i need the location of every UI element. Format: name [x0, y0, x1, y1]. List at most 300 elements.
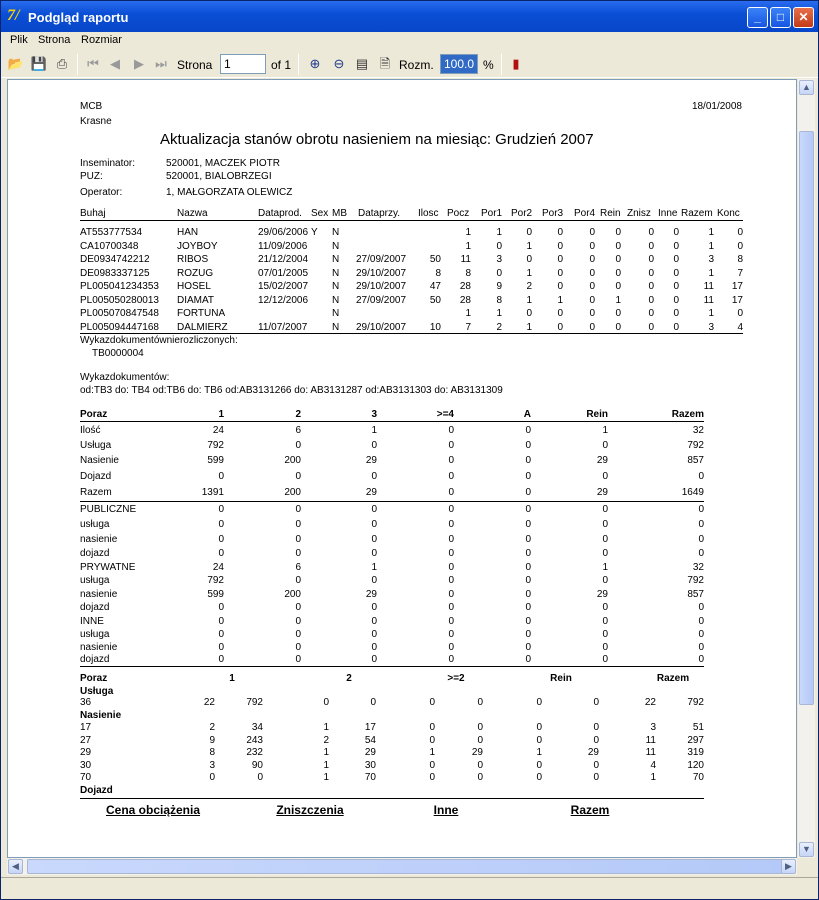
s1-col-header: 3	[371, 409, 377, 420]
s1-col-header: Poraz	[80, 409, 108, 420]
s2-cell: 17	[364, 722, 376, 733]
s2-cell: 0	[429, 722, 435, 733]
bull-cell: 0	[557, 321, 563, 333]
s2-cell: 1	[429, 747, 435, 758]
minimize-button[interactable]: _	[747, 7, 768, 28]
s2-cell: 319	[687, 747, 704, 758]
app-icon: 7/	[7, 7, 20, 24]
footer-heading: Cena obciążenia	[105, 803, 201, 817]
status-bar	[1, 877, 818, 899]
info-label: Operator:	[80, 187, 123, 198]
bull-cell: PL005094447168	[80, 321, 159, 333]
bull-col-header: Por2	[511, 208, 533, 219]
bull-cell: 0	[648, 267, 654, 279]
footer-heading: Zniszczenia	[276, 803, 344, 817]
s1-cell: 0	[371, 616, 377, 627]
bull-cell: 0	[496, 240, 502, 252]
s1-cell: 32	[692, 425, 704, 436]
s1-cell: 0	[295, 602, 301, 613]
s1-cell: 0	[448, 519, 454, 530]
s1-cell: 0	[525, 534, 531, 545]
s1-cell: 0	[218, 504, 224, 515]
unsettled-docs-label: Wykazdokumentównierozliczonych:	[80, 335, 238, 346]
zoom-input[interactable]	[440, 54, 478, 74]
s1-cell: 0	[448, 471, 454, 482]
s1-cell: 0	[371, 534, 377, 545]
s1-cell: 6	[295, 562, 301, 573]
s2-cell: 792	[687, 697, 704, 708]
bull-col-header: Pocz	[447, 208, 470, 219]
toolbar	[1, 51, 818, 78]
s1-cell: 0	[525, 487, 531, 498]
s1-cell: 0	[448, 487, 454, 498]
s2-cell: 0	[477, 772, 483, 783]
s1-cell: 200	[284, 589, 301, 600]
bull-cell: 0	[557, 254, 563, 265]
bull-cell: 0	[589, 227, 595, 238]
s2-row-label: 70	[80, 772, 92, 783]
s2-cell: 4	[650, 759, 656, 771]
s1-cell: 1	[371, 562, 377, 573]
s1-cell: 0	[371, 519, 377, 530]
menu-bar	[1, 32, 818, 51]
s1-cell: 0	[448, 589, 454, 600]
s1-cell: 29	[596, 487, 608, 498]
info-value: 520001, MACZEK PIOTR	[166, 158, 280, 169]
horizontal-scrollbar[interactable]	[7, 858, 797, 875]
bull-cell: 0	[648, 308, 654, 319]
s1-cell: 0	[448, 504, 454, 515]
s2-cell: 11	[645, 734, 656, 746]
bull-cell: 0	[673, 240, 679, 252]
s2-cell: 0	[429, 697, 435, 708]
zoom-out-icon[interactable]: ⊖	[333, 56, 345, 71]
bull-cell: 21/12/2004	[258, 254, 309, 265]
bull-cell: 0	[615, 254, 621, 265]
bull-cell: 9	[496, 281, 502, 292]
bull-cell: 0	[526, 254, 532, 265]
s1-cell: 0	[218, 642, 224, 653]
bull-cell: DE0983337125	[80, 267, 150, 279]
bull-cell: 17	[731, 281, 743, 292]
page-count-label: of 1	[271, 58, 292, 72]
bull-cell: 0	[589, 281, 595, 292]
bull-cell: 0	[615, 240, 621, 252]
bull-col-header: Rein	[600, 208, 621, 219]
s1-cell: 0	[602, 440, 608, 451]
s2-row-label: 36	[80, 697, 92, 708]
bull-cell: N	[332, 321, 340, 333]
s2-col-header: Poraz	[80, 673, 108, 684]
bull-cell: 8	[465, 267, 471, 279]
s2-cell: 0	[323, 697, 329, 708]
bull-cell: 0	[589, 267, 595, 279]
s1-col-header: A	[523, 409, 531, 420]
bull-cell: 3	[708, 254, 714, 265]
toolbar-separator	[501, 54, 502, 75]
s2-group-nasienie: Nasienie	[80, 710, 122, 721]
s1-cell: 29	[596, 589, 608, 600]
s1-cell: 0	[525, 471, 531, 482]
s1-row-label: usługa	[80, 629, 110, 640]
bull-cell: 29/06/2006	[258, 227, 309, 238]
bull-cell: 10	[429, 321, 441, 333]
footer-heading: Razem	[570, 803, 610, 817]
s1-cell: 0	[525, 575, 531, 586]
menu-plik[interactable]: Plik	[10, 34, 28, 46]
s1-cell: 0	[698, 602, 704, 613]
scroll-right-icon[interactable]: ▶	[781, 859, 796, 874]
s1-cell: 0	[448, 548, 454, 559]
s2-cell: 70	[364, 772, 376, 783]
s2-cell: 120	[687, 759, 704, 771]
s1-row-label: dojazd	[80, 602, 110, 613]
s1-cell: 0	[371, 642, 377, 653]
menu-rozmiar[interactable]: Rozmiar	[81, 34, 122, 46]
info-value: 520001, BIALOBRZEGI	[166, 171, 272, 182]
s1-cell: 0	[525, 616, 531, 627]
s2-cell: 0	[429, 772, 435, 783]
s2-cell: 54	[364, 734, 376, 746]
bull-cell: N	[332, 227, 340, 238]
bull-cell: 0	[673, 308, 679, 319]
s1-cell: 0	[295, 616, 301, 627]
s2-cell: 70	[692, 772, 704, 783]
s2-cell: 0	[429, 734, 435, 746]
s1-cell: 0	[525, 642, 531, 653]
s1-cell: 0	[295, 519, 301, 530]
s2-cell: 0	[536, 697, 542, 708]
s1-cell: 0	[295, 504, 301, 515]
s1-cell: 0	[448, 616, 454, 627]
bull-cell: Y	[311, 227, 318, 238]
s2-cell: 243	[246, 734, 263, 746]
bull-cell: 0	[589, 240, 595, 252]
s1-cell: 0	[448, 629, 454, 640]
scroll-up-icon[interactable]: ▲	[799, 80, 814, 95]
save-icon[interactable]: 💾	[30, 56, 48, 71]
s1-cell: 0	[698, 629, 704, 640]
bull-cell: 1	[526, 321, 532, 333]
s1-cell: 0	[602, 629, 608, 640]
bull-cell: 0	[589, 321, 595, 333]
maximize-button[interactable]: □	[770, 7, 791, 28]
bull-cell: 1	[465, 240, 471, 252]
s1-cell: 0	[698, 616, 704, 627]
print-icon[interactable]: ⎙	[56, 56, 68, 71]
bull-cell: 0	[648, 240, 654, 252]
bull-cell: 0	[673, 281, 679, 292]
s1-cell: 0	[525, 589, 531, 600]
s2-group-dojazd: Dojazd	[80, 785, 113, 796]
s2-group-usluga: Usługa	[80, 686, 114, 697]
s2-row-label: 29	[80, 747, 92, 758]
s2-cell: 0	[536, 722, 542, 733]
s1-row-label: Usługa	[80, 440, 112, 451]
s1-cell: 0	[218, 602, 224, 613]
toolbar-separator	[298, 54, 299, 75]
open-folder-icon[interactable]: 📂	[7, 56, 25, 71]
s1-row-label: Nasienie	[80, 455, 119, 466]
bull-col-header: Dataprod.	[258, 208, 302, 219]
bull-cell: 8	[496, 294, 502, 306]
s1-cell: 1	[602, 425, 608, 436]
bull-cell: N	[332, 294, 340, 306]
bull-cell: N	[332, 240, 340, 252]
s1-cell: 6	[295, 425, 301, 436]
exit-door-icon[interactable]: ▮	[512, 56, 520, 71]
bull-cell: 0	[496, 267, 502, 279]
s1-row-label: nasienie	[80, 642, 118, 653]
docs-label: Wykazdokumentów:	[80, 372, 170, 383]
bull-cell: 11	[703, 294, 714, 306]
bull-cell: ROZUG	[177, 267, 214, 279]
s2-row-label: 30	[80, 759, 92, 771]
s2-cell: 90	[251, 759, 263, 771]
s2-col-header: Razem	[656, 673, 690, 684]
s1-cell: 0	[525, 654, 531, 665]
s1-cell: 0	[371, 440, 377, 451]
s1-cell: 0	[602, 642, 608, 653]
bull-cell: 07/01/2005	[258, 267, 309, 279]
s1-cell: 200	[284, 455, 301, 466]
scroll-left-icon[interactable]: ◀	[8, 859, 23, 874]
bull-table-bottom-rule	[80, 333, 743, 334]
bull-cell: 27/09/2007	[356, 254, 407, 265]
bull-cell: DIAMAT	[177, 294, 215, 306]
bull-cell: 7	[737, 267, 743, 279]
s1-cell: 0	[602, 575, 608, 586]
bull-cell: 11/07/2007	[258, 321, 308, 333]
bull-cell: 0	[526, 227, 532, 238]
bull-cell: 1	[526, 294, 532, 306]
bull-cell: 0	[615, 321, 621, 333]
s1-cell: 0	[218, 654, 224, 665]
bull-cell: 3	[708, 321, 714, 333]
bull-cell: 1	[615, 294, 621, 306]
s1-cell: 0	[602, 534, 608, 545]
unsettled-docs-value: TB0000004	[92, 348, 144, 359]
s1-cell: 0	[448, 440, 454, 451]
bull-cell: PL005050280013	[80, 294, 159, 306]
s1-cell: 0	[448, 425, 454, 436]
s1-row-label: INNE	[80, 616, 104, 627]
bull-cell: 7	[465, 321, 471, 333]
bull-cell: HAN	[177, 227, 199, 238]
bull-cell: 0	[648, 321, 654, 333]
bull-cell: 0	[648, 254, 654, 265]
prev-page-icon[interactable]: ◀	[110, 56, 120, 71]
bull-cell: 0	[673, 294, 679, 306]
scroll-down-icon[interactable]: ▼	[799, 842, 814, 857]
page-number-input[interactable]	[220, 54, 266, 74]
s2-cell: 0	[257, 772, 263, 783]
bull-cell: 0	[526, 308, 532, 319]
bull-cell: HOSEL	[177, 281, 211, 292]
s1-cell: 0	[448, 455, 454, 466]
bull-col-header: Ilosc	[418, 208, 439, 219]
s2-cell: 1	[323, 759, 329, 771]
s2-bottom-rule	[80, 798, 704, 799]
bull-cell: 1	[526, 267, 532, 279]
s2-cell: 2	[323, 734, 329, 746]
bull-cell: 50	[429, 294, 441, 306]
bull-cell: N	[332, 308, 340, 319]
s2-cell: 8	[209, 747, 215, 758]
bull-cell: 4	[737, 321, 743, 333]
bull-cell: 0	[557, 267, 563, 279]
report-date: 18/01/2008	[691, 101, 742, 112]
s1-cell: 29	[596, 455, 608, 466]
bull-cell: PL005070847548	[80, 308, 159, 319]
window-title: Podgląd raportu	[28, 10, 129, 25]
s2-cell: 0	[593, 734, 599, 746]
s1-cell: 0	[698, 534, 704, 545]
s1-bottom-rule	[80, 666, 704, 667]
s1-cell: 0	[371, 548, 377, 559]
s1-cell: 0	[448, 562, 454, 573]
bull-cell: 17	[731, 294, 743, 306]
s2-col-header: >=2	[447, 673, 465, 684]
s2-cell: 792	[246, 697, 263, 708]
bull-cell: 11/09/2006	[258, 240, 308, 252]
vertical-scrollbar[interactable]	[798, 79, 815, 858]
vertical-scroll-thumb[interactable]	[799, 131, 814, 705]
bull-cell: N	[332, 281, 340, 292]
close-button[interactable]: ✕	[793, 7, 814, 28]
s1-cell: 0	[698, 519, 704, 530]
s2-cell: 0	[593, 722, 599, 733]
s1-col-header: 1	[218, 409, 224, 420]
footer-heading: Inne	[433, 803, 459, 817]
s1-cell: 0	[525, 425, 531, 436]
bull-cell: 0	[615, 281, 621, 292]
s1-cell: 0	[525, 602, 531, 613]
title-bar[interactable]	[1, 1, 818, 32]
menu-strona[interactable]: Strona	[38, 34, 71, 46]
bull-cell: 0	[615, 227, 621, 238]
org-location: Krasne	[80, 116, 112, 127]
s1-cell: 1649	[681, 487, 704, 498]
info-value: 1, MAŁGORZATA OLEWICZ	[166, 187, 293, 198]
org-name: MCB	[80, 101, 103, 112]
report-title: Aktualizacja stanów obrotu nasieniem na miesiąc: Grudzień 2007	[160, 131, 594, 148]
s1-cell: 1391	[201, 487, 224, 498]
s2-cell: 0	[536, 759, 542, 771]
s2-cell: 29	[364, 747, 376, 758]
s1-cell: 0	[525, 562, 531, 573]
bull-cell: 0	[589, 254, 595, 265]
bull-cell: 1	[708, 240, 714, 252]
bull-cell: 0	[557, 227, 563, 238]
s1-cell: 0	[218, 534, 224, 545]
s1-row-label: PUBLICZNE	[80, 504, 137, 515]
s1-cell: 0	[602, 504, 608, 515]
bull-cell: 1	[465, 308, 471, 319]
bull-cell: 47	[429, 281, 441, 292]
bull-col-header: Por4	[574, 208, 596, 219]
s1-cell: 0	[295, 575, 301, 586]
bull-cell: N	[332, 254, 340, 265]
s2-col-header: 2	[346, 673, 352, 684]
bull-cell: 8	[435, 267, 441, 279]
s2-cell: 1	[536, 747, 542, 758]
bull-cell: 0	[557, 308, 563, 319]
bull-cell: 0	[737, 227, 743, 238]
bull-cell: 0	[673, 267, 679, 279]
bull-col-header: Razem	[681, 208, 713, 219]
s2-cell: 0	[477, 722, 483, 733]
s1-cell: 0	[295, 440, 301, 451]
bull-col-header: MB	[332, 208, 347, 219]
s1-total-rule	[80, 501, 704, 502]
s1-cell: 857	[687, 455, 704, 466]
bull-cell: DALMIERZ	[177, 321, 228, 333]
s2-cell: 0	[477, 759, 483, 771]
s2-cell: 9	[209, 734, 215, 746]
s2-cell: 3	[650, 722, 656, 733]
page-width-icon[interactable]: ▤	[355, 56, 369, 71]
s1-cell: 0	[602, 548, 608, 559]
s1-col-header: Rein	[586, 409, 608, 420]
bull-cell: 0	[557, 240, 563, 252]
bull-header-rule	[80, 220, 743, 221]
bull-cell: N	[332, 267, 340, 279]
s1-col-header: Razem	[671, 409, 704, 420]
s2-cell: 29	[587, 747, 599, 758]
s1-cell: 0	[218, 519, 224, 530]
bull-cell: 0	[615, 267, 621, 279]
s1-row-label: usługa	[80, 519, 110, 530]
page-label: Strona	[177, 58, 213, 72]
s1-cell: 857	[687, 589, 704, 600]
s1-row-label: PRYWATNE	[80, 562, 136, 573]
s1-cell: 0	[698, 548, 704, 559]
bull-cell: 12/12/2006	[258, 294, 309, 306]
bull-cell: 1	[708, 227, 714, 238]
last-page-icon[interactable]: ⏭	[155, 56, 167, 71]
info-label: Inseminator:	[80, 158, 136, 169]
whole-page-icon[interactable]: 🗎	[379, 56, 391, 71]
report-page	[7, 79, 797, 858]
s1-header-rule	[80, 421, 704, 422]
bull-cell: 1	[496, 227, 502, 238]
first-page-icon[interactable]: ⏮	[87, 56, 99, 71]
s1-cell: 792	[207, 575, 224, 586]
s1-row-label: Razem	[80, 487, 112, 498]
s1-cell: 0	[448, 575, 454, 586]
bull-cell: 1	[526, 240, 532, 252]
size-label: Rozm.	[399, 58, 434, 72]
bull-cell: 11	[460, 254, 471, 265]
horizontal-scroll-thumb[interactable]	[27, 859, 792, 874]
s2-cell: 0	[593, 759, 599, 771]
bull-cell: 29/10/2007	[356, 281, 407, 292]
s1-cell: 0	[525, 455, 531, 466]
bull-col-header: Por1	[481, 208, 503, 219]
bull-cell: 1	[708, 267, 714, 279]
bull-cell: 11	[703, 281, 714, 292]
s1-cell: 24	[212, 562, 224, 573]
bull-cell: 2	[496, 321, 502, 333]
next-page-icon[interactable]: ▶	[134, 56, 144, 71]
s1-cell: 792	[207, 440, 224, 451]
s1-row-label: dojazd	[80, 654, 110, 665]
bull-cell: 0	[737, 308, 743, 319]
s1-cell: 0	[602, 654, 608, 665]
bull-cell: 0	[615, 308, 621, 319]
zoom-in-icon[interactable]: ⊕	[309, 56, 321, 71]
